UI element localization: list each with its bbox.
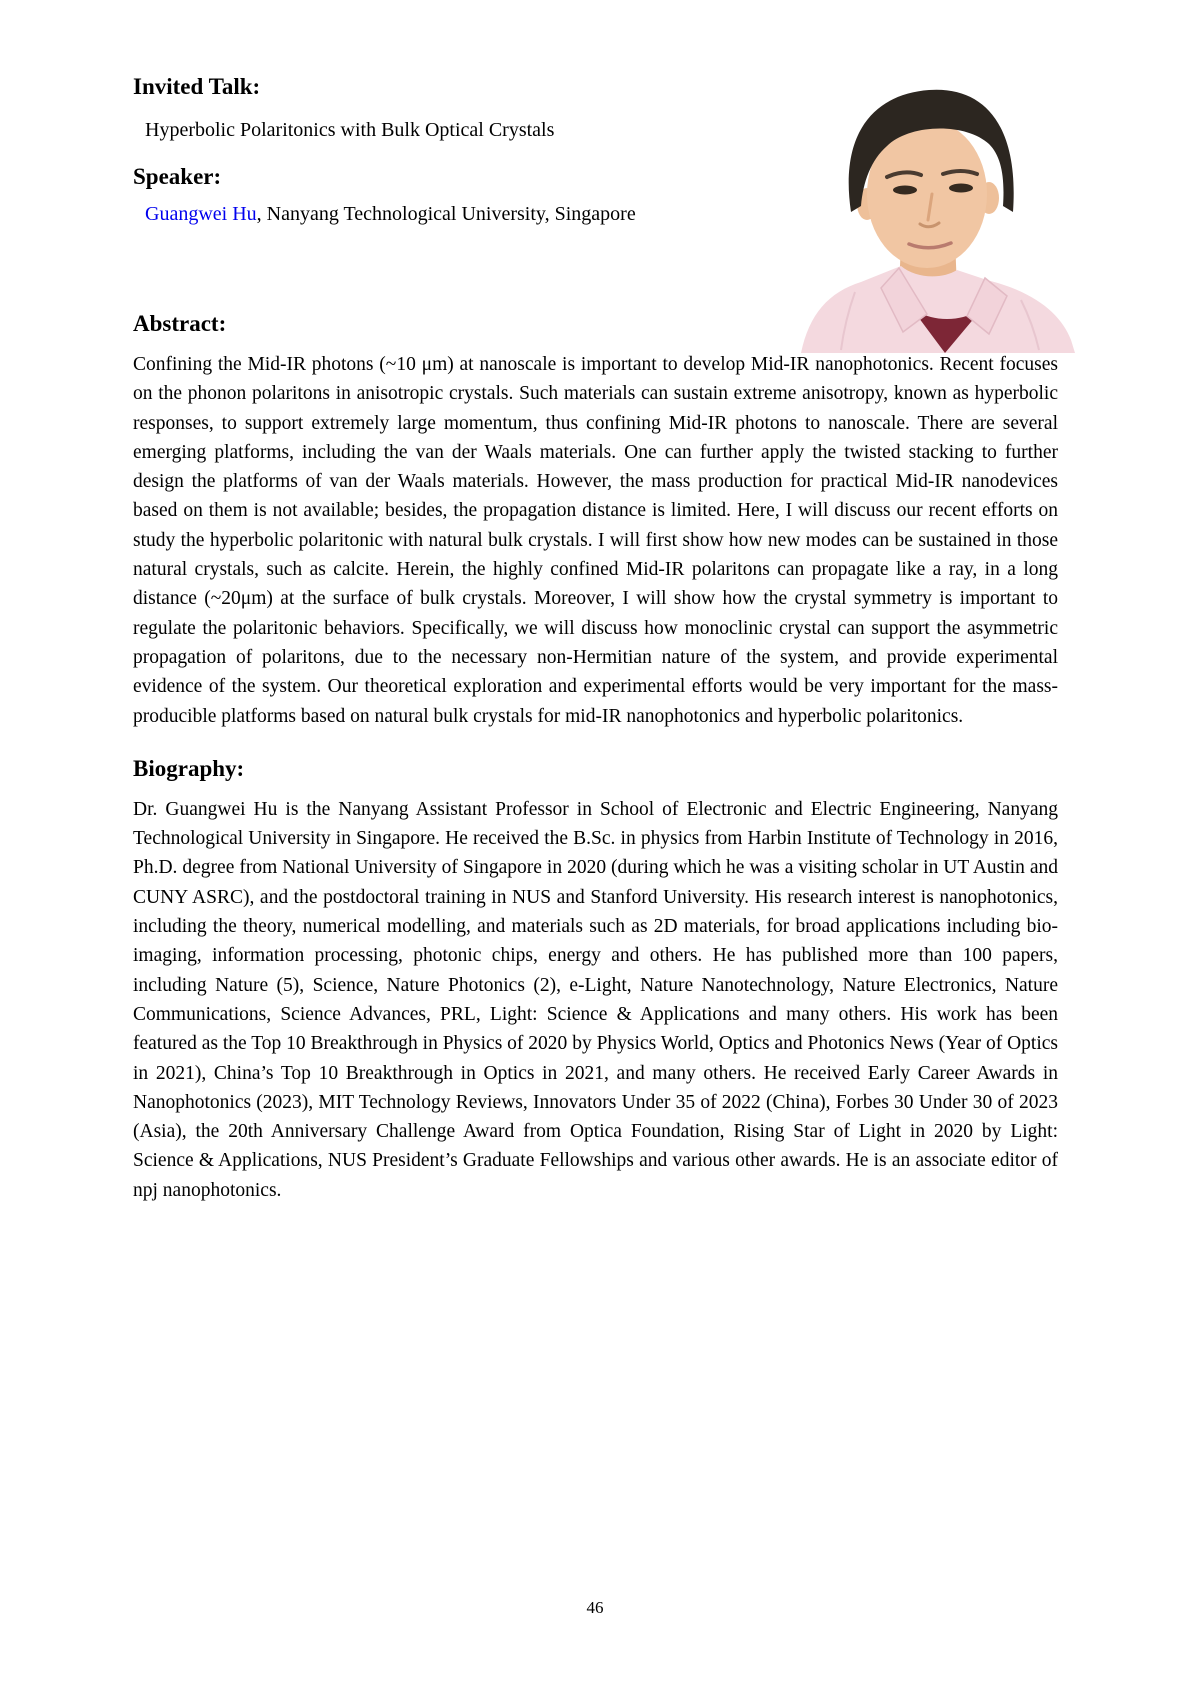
abstract-paragraph: Confining the Mid-IR photons (~10 μm) at nanoscale is important to develop Mid-IR nanophotonics. Recent focuses on the phonon polaritons in anisotropic crystals. Such materials can sustain extreme anisotropy, known as hyperbolic responses, to support extremely large momentum, thus confining Mid-IR photons to nanoscale. There are several emerging platforms, including the van der Waals materials. One can further apply the twisted stacking to further design the platforms of van der Waals materials. However, the mass production for practical Mid-IR nanodevices based on them is not available; besides, the propagation distance is limited. Here, I will discuss our recent efforts on study the hyperbolic polaritonic with natural bulk crystals. I will first show how new modes can be sustained in those natural crystals, such as calcite. Herein, the highly confined Mid-IR polaritons can propagate like a ray, in a long distance (~20μm) at the surface of bulk crystals. Moreover, I will show how the crystal symmetry is important to regulate the polaritonic behaviors. Specifically, we will discuss how monoclinic crystal can support the asymmetric propagation of polaritons, due to the necessary non-Hermitian nature of the system, and provide experimental evidence of the system. Our theoretical exploration and experimental efforts would be very important for the mass-producible platforms based on natural bulk crystals for mid-IR nanophotonics and hyperbolic polaritonics. (133, 354, 1058, 727)
portrait-eye-left (893, 186, 917, 195)
portrait-eye-right (949, 184, 973, 193)
speaker-name-link[interactable]: Guangwei Hu (145, 203, 257, 225)
speaker-heading: Speaker: (133, 164, 222, 189)
speaker-portrait-illustration (795, 80, 1080, 353)
biography-heading: Biography: (133, 755, 245, 781)
biography-paragraph: Dr. Guangwei Hu is the Nanyang Assistant Professor in School of Electronic and Electric Engineering, Nanyang Technological University in Singapore. He received the B.Sc. in physics from Harbin Institute of Technology in 2016, Ph.D. degree from National University of Singapore in 2020 (during which he was a visiting scholar in UT Austin and CUNY ASRC), and the postdoctoral training in NUS and Stanford University. His research interest is nanophotonics, including the theory, numerical modelling, and materials such as 2D materials, for broad applications including bio-imaging, information processing, photonic chips, energy and others. He has published more than 100 papers, including Nature (5), Science, Nature Photonics (2), e-Light, Nature Nanotechnology, Nature Electronics, Nature Communications, Science Advances, PRL, Light: Science & Applications and many others. His work has been featured as the Top 10 Breakthrough in Physics of 2020 by Physics World, Optics and Photonics News (Year of Optics in 2021), China’s Top 10 Breakthrough in Optics in 2021, and many others. He received Early Career Awards in Nanophotonics (2023), MIT Technology Reviews, Innovators Under 35 of 2022 (China), Forbes 30 Under 30 of 2023 (Asia), the 20th Anniversary Challenge Award from Optica Foundation, Rising Star of Light in 2020 by Light: Science & Applications, NUS President’s Graduate Fellowships and various other awards. He is an associate editor of npj nanophotonics. (133, 798, 1058, 1201)
speaker-affiliation: , Nanyang Technological University, Singapore (256, 203, 636, 225)
speaker-photo (795, 80, 1080, 353)
invited-talk-heading: Invited Talk: (133, 74, 261, 99)
talk-title: Hyperbolic Polaritonics with Bulk Optical Crystals (145, 119, 555, 141)
abstract-heading: Abstract: (133, 311, 227, 336)
page-number: 46 (586, 1598, 604, 1617)
